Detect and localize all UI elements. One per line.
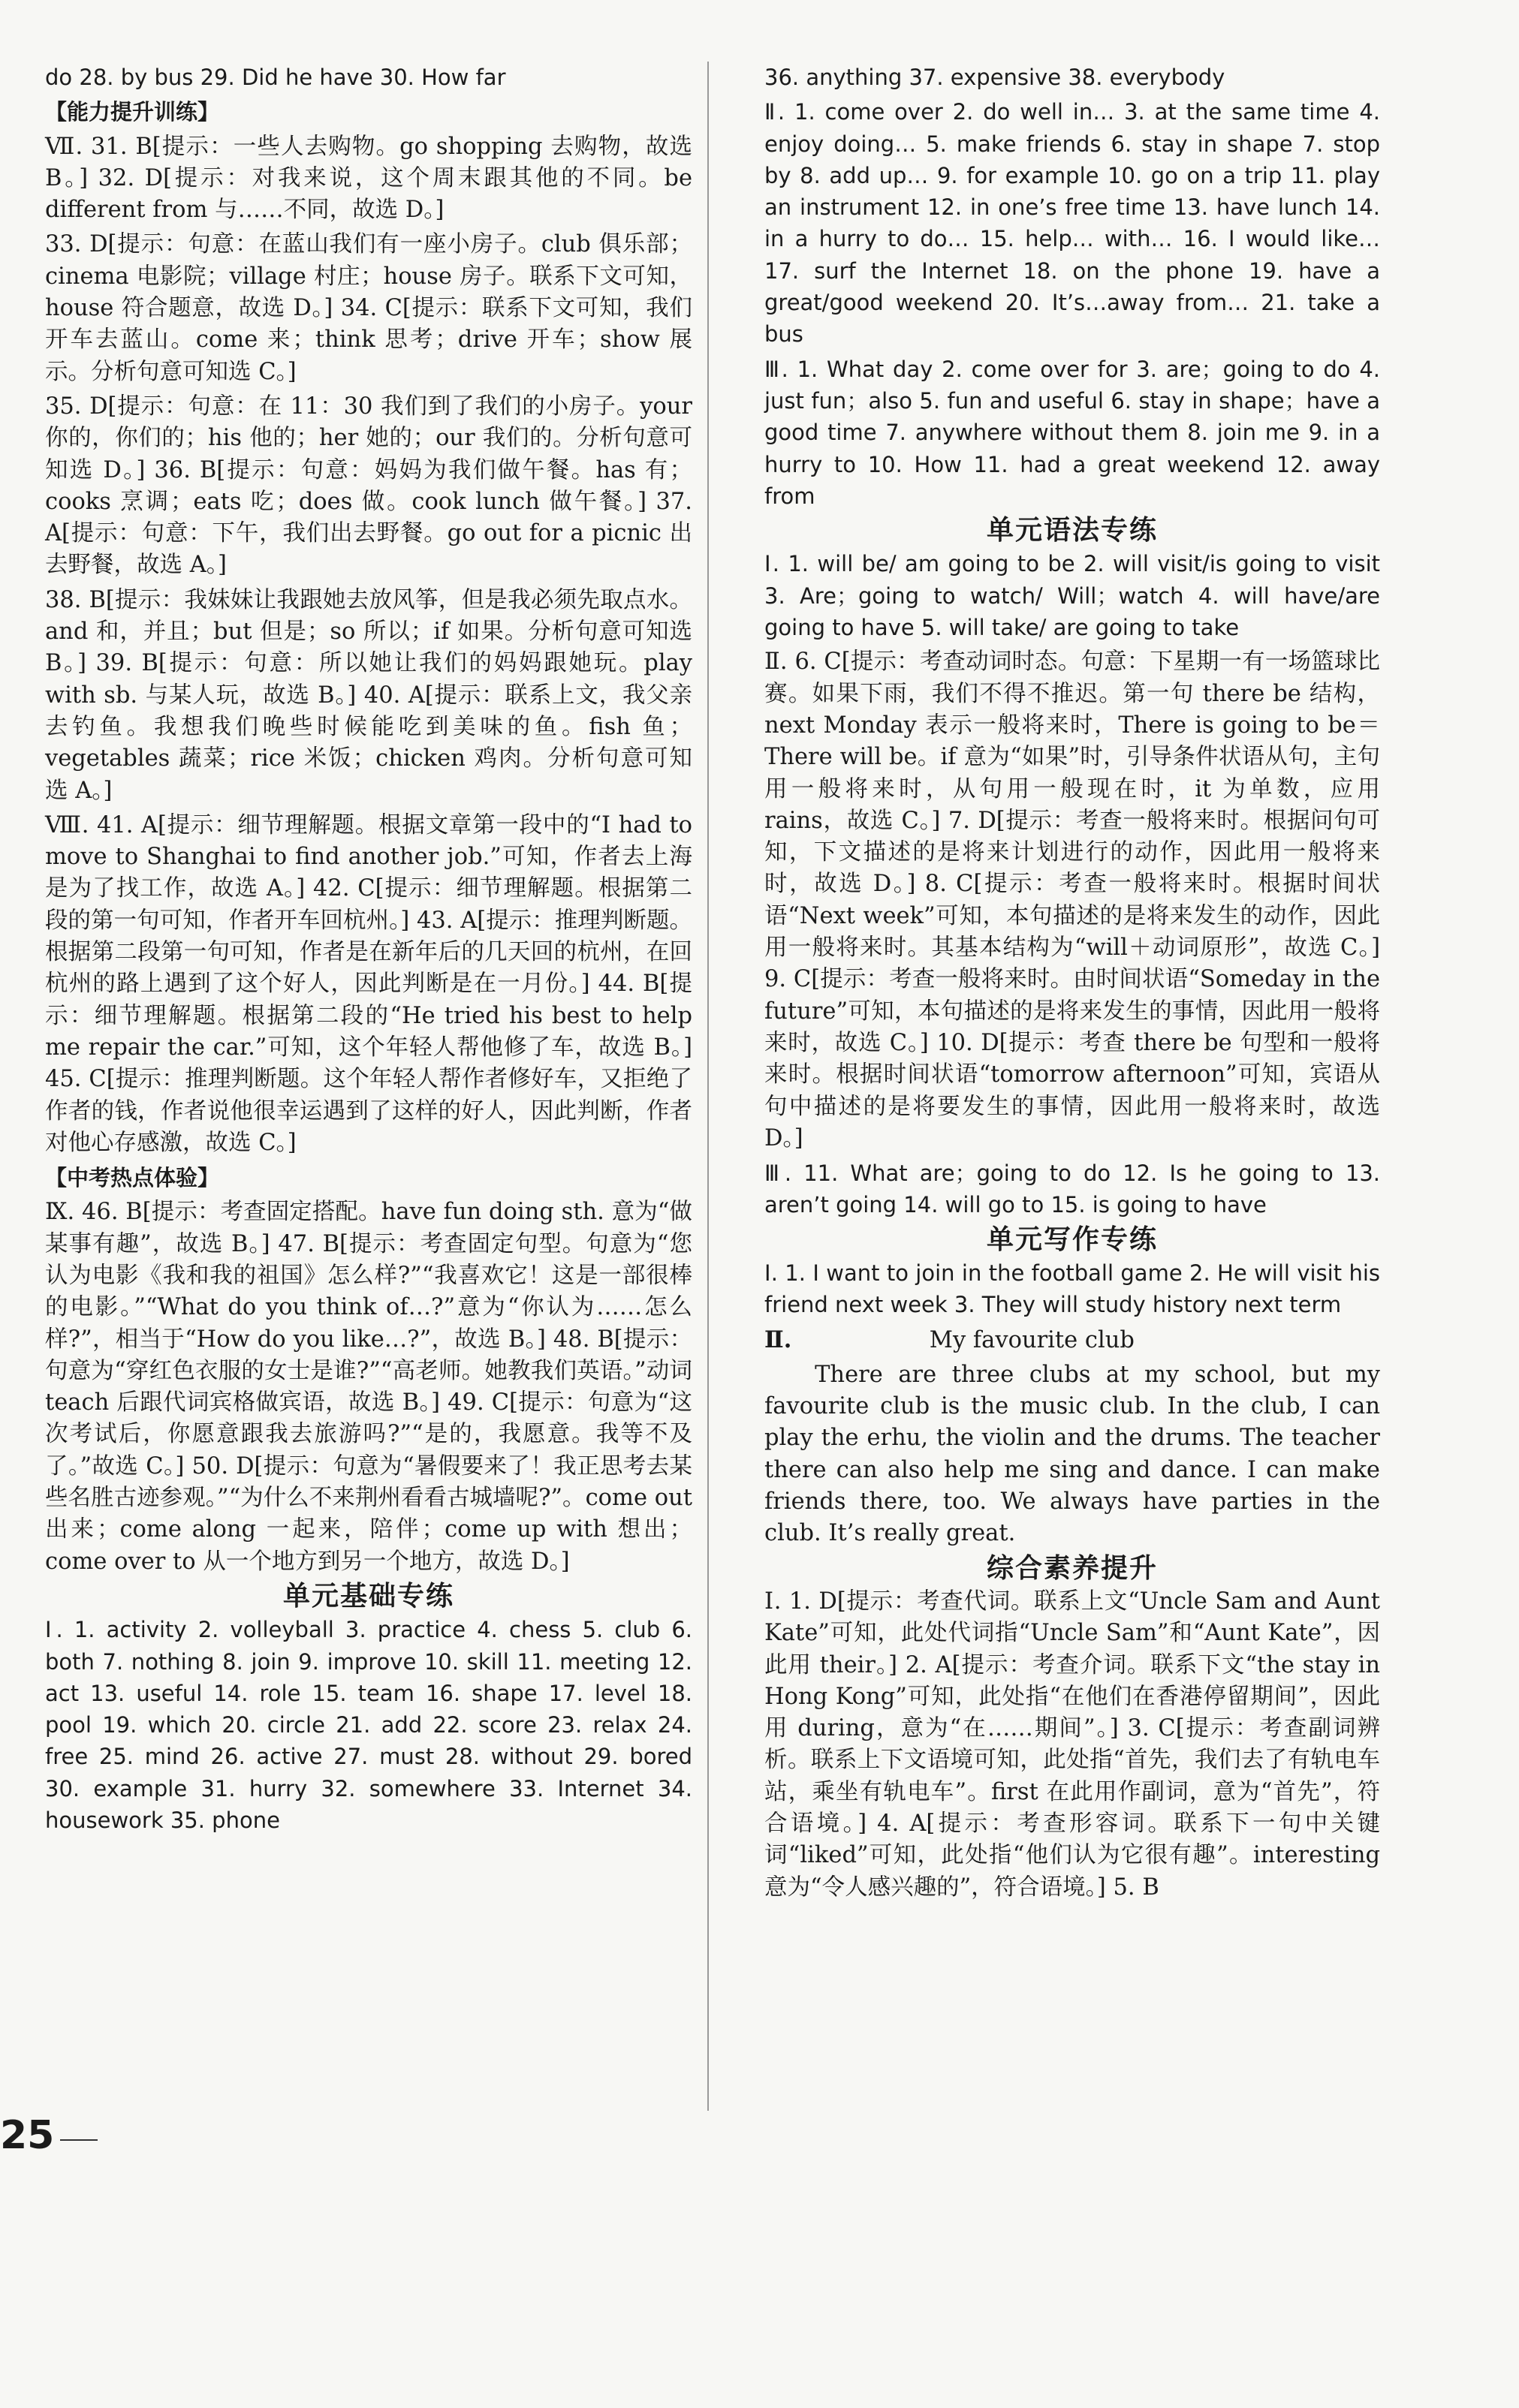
answer-list: do 28. by bus 29. Did he have 30. How far: [45, 65, 506, 90]
essay-body: There are three clubs at my school, but my favourite club is the music club. In the club, I can play the erhu, the violin and the drums. The teacher there can also help me sing and dance. I can make friends there, too. We always have parties in the club. It’s really great.: [764, 1361, 1380, 1547]
answer-list: Ⅲ. 1. What day 2. come over for 3. are；going to do 4. just fun；also 5. fun and useful 6. stay in shape；have a good time 7. anywhere without them 8. join me 9. in a hurry to 10. How 11. had a great weekend 12. away from: [764, 356, 1380, 509]
answer-paragraph: Ⅰ. 1. D[提示：考查代词。联系上文“Uncle Sam and Aunt Kate”可知，此处代词指“Uncle Sam”和“Aunt Kate”，因此用 their。] 2. A[提示：考查介词。联系下文“the stay in Hong Kong”可知，此处指“在他们在香港停留期间”，因此用 during，意为“在……期间”。] 3. C[提示：考查副词辨析。联系上下文语境可知，此处指“首先，我们去了有轨电车站，乘坐有轨电车”。first 在此用作副词，意为“首先”，符合语境。] 4. A[提示：考查形容词。联系下一句中关键词“liked”可知，此处指“他们认为它很有趣”。interesting 意为“令人感兴趣的”，符合语境。] 5. B: [764, 1588, 1380, 1901]
answer-paragraph: 38. B[提示：我妹妹让我跟她去放风筝，但是我必须先取点水。and 和，并且；but 但是；so 所以；if 如果。分析句意可知选 B。] 39. B[提示：句意：所以她让我们的妈妈跟她玩。play with sb. 与某人玩，故选 B。] 40. A[提示：联系上文，我父亲去钓鱼。我想我们晚些时候能吃到美味的鱼。fish 鱼；vegetables 蔬菜；rice 米饭；chicken 鸡肉。分析句意可知选 A。]: [45, 586, 692, 804]
answer-list: Ⅰ. 1. activity 2. volleyball 3. practice 4. chess 5. club 6. both 7. nothing 8. join 9. improve 10. skill 11. meeting 12. act 13. useful 14. role 15. team 16. shape 17. level 18. pool 19. which 20. circle 21. add 22. score 23. relax 24. free 25. mind 26. active 27. must 28. without 29. bored 30. example 31. hurry 32. somewhere 33. Internet 34. housework 35. phone: [45, 1617, 692, 1834]
answer-list: Ⅱ. 1. come over 2. do well in… 3. at the same time 4. enjoy doing… 5. make friends 6. stay in shape 7. stop by 8. add up… 9. for example 10. go on a trip 11. play an instrument 12. in one’s free time 13. have lunch 14. in a hurry to do… 15. help… with… 16. I would like… 17. surf the Internet 18. on the phone 19. have a great/good weekend 20. It’s…away from… 21. take a bus: [764, 99, 1380, 348]
answer-list: Ⅰ. 1. will be/ am going to be 2. will visit/is going to visit 3. Are；going to watch/ Will；watch 4. will have/are going to have 5. will take/ are going to take: [764, 551, 1380, 641]
answer-list: Ⅰ. 1. I want to join in the football game 2. He will visit his friend next week 3. They will study history next term: [764, 1260, 1380, 1318]
page-number-rule: [60, 2139, 98, 2141]
essay-title-row: [764, 1324, 1380, 1356]
section-heading: 单元基础专练: [282, 1580, 454, 1612]
section-banner: 【能力提升训练】: [45, 99, 220, 125]
page-number: 25: [0, 2113, 55, 2158]
answer-list: Ⅲ. 11. What are；going to do 12. Is he going to 13. aren’t going 14. will go to 15. is going to have: [764, 1160, 1380, 1218]
right-column: [764, 62, 1380, 1907]
answer-list: 36. anything 37. expensive 38. everybody: [764, 65, 1225, 90]
answer-paragraph: 33. D[提示：句意：在蓝山我们有一座小房子。club 俱乐部；cinema 电影院；village 村庄；house 房子。联系下文可知，house 符合题意，故选 D。] 34. C[提示：联系下文可知，我们开车去蓝山。come 来；think 思考；drive 开车；show 展示。分析句意可知选 C。]: [45, 231, 692, 385]
answer-paragraph: Ⅷ. 41. A[提示：细节理解题。根据文章第一段中的“I had to move to Shanghai to find another job.”可知，作者去上海是为了找工作，故选 A。] 42. C[提示：细节理解题。根据第二段的第一句可知，作者开车回杭州。] 43. A[提示：推理判断题。根据第二段第一句可知，作者是在新年后的几天回的杭州，在回杭州的路上遇到了这个好人，因此判断是在一月份。] 44. B[提示：细节理解题。根据第二段的“He tried his best to help me repair the car.”可知，这个年轻人帮他修了车，故选 B。] 45. C[提示：推理判断题。这个年轻人帮作者修好车，又拒绝了作者的钱，作者说他很幸运遇到了这样的好人，因此判断，作者对他心存感激，故选 C。]: [45, 811, 692, 1156]
answer-paragraph: 35. D[提示：句意：在 11：30 我们到了我们的小房子。your 你的，你们的；his 他的；her 她的；our 我们的。分析句意可知选 D。] 36. B[提示：句意：妈妈为我们做午餐。has 有；cooks 烹调；eats 吃；does 做。cook lunch 做午餐。] 37. A[提示：句意：下午，我们出去野餐。go out for a picnic 出去野餐，故选 A。]: [45, 393, 692, 579]
section-banner: 【中考热点体验】: [45, 1165, 220, 1191]
column-divider: [707, 62, 709, 2111]
essay-section-label: Ⅱ.: [764, 1326, 792, 1353]
answer-paragraph: Ⅸ. 46. B[提示：考查固定搭配。have fun doing sth. 意为“做某事有趣”，故选 B。] 47. B[提示：考查固定句型。句意为“您认为电影《我和我的祖国》怎么样?”“我喜欢它！这是一部很棒的电影。”“What do you think of…?”意为“你认为……怎么样?”，相当于“How do you like…?”，故选 B。] 48. B[提示：句意为“穿红色衣服的女士是谁?”“高老师。她教我们英语。”动词 teach 后跟代词宾格做宾语，故选 B。] 49. C[提示：句意为“这次考试后，你愿意跟我去旅游吗?”“是的，我愿意。我等不及了。”故选 C。] 50. D[提示：句意为“暑假要来了！我正思考去某些名胜古迹参观。”“为什么不来荆州看看古城墙呢?”。come out 出来；come along 一起来，陪伴；come up with 想出；come over to 从一个地方到另一个地方，故选 D。]: [45, 1199, 692, 1575]
answer-paragraph: Ⅱ. 6. C[提示：考查动词时态。句意：下星期一有一场篮球比赛。如果下雨，我们不得不推迟。第一句 there be 结构，next Monday 表示一般将来时，There is going to be＝There will be。if 意为“如果”时，引导条件状语从句，主句用一般将来时，从句用一般现在时，it 为单数，应用 rains，故选 C。] 7. D[提示：考查一般将来时。根据问句可知，下文描述的是将来计划进行的动作，因此用一般将来时，故选 D。] 8. C[提示：考查一般将来时。根据时间状语“Next week”可知，本句描述的是将来发生的动作，因此用一般将来时。其基本结构为“will＋动词原形”，故选 C。] 9. C[提示：考查一般将来时。由时间状语“Someday in the future”可知，本句描述的是将来发生的事情，因此用一般将来时，故选 C。] 10. D[提示：考查 there be 句型和一般将来时。根据时间状语“tomorrow afternoon”可知，宾语从句中描述的是将要发生的事情，因此用一般将来时，故选 D。]: [764, 649, 1380, 1151]
answer-paragraph: Ⅶ. 31. B[提示：一些人去购物。go shopping 去购物，故选 B。] 32. D[提示：对我来说，这个周末跟其他的不同。be different from 与……不同，故选 D。]: [45, 133, 692, 224]
essay-title: My favourite club: [929, 1326, 1135, 1353]
section-heading: 单元语法专练: [986, 515, 1158, 546]
section-heading: 单元写作专练: [986, 1224, 1158, 1255]
left-column: [45, 62, 692, 1839]
section-heading: 综合素养提升: [986, 1552, 1158, 1584]
